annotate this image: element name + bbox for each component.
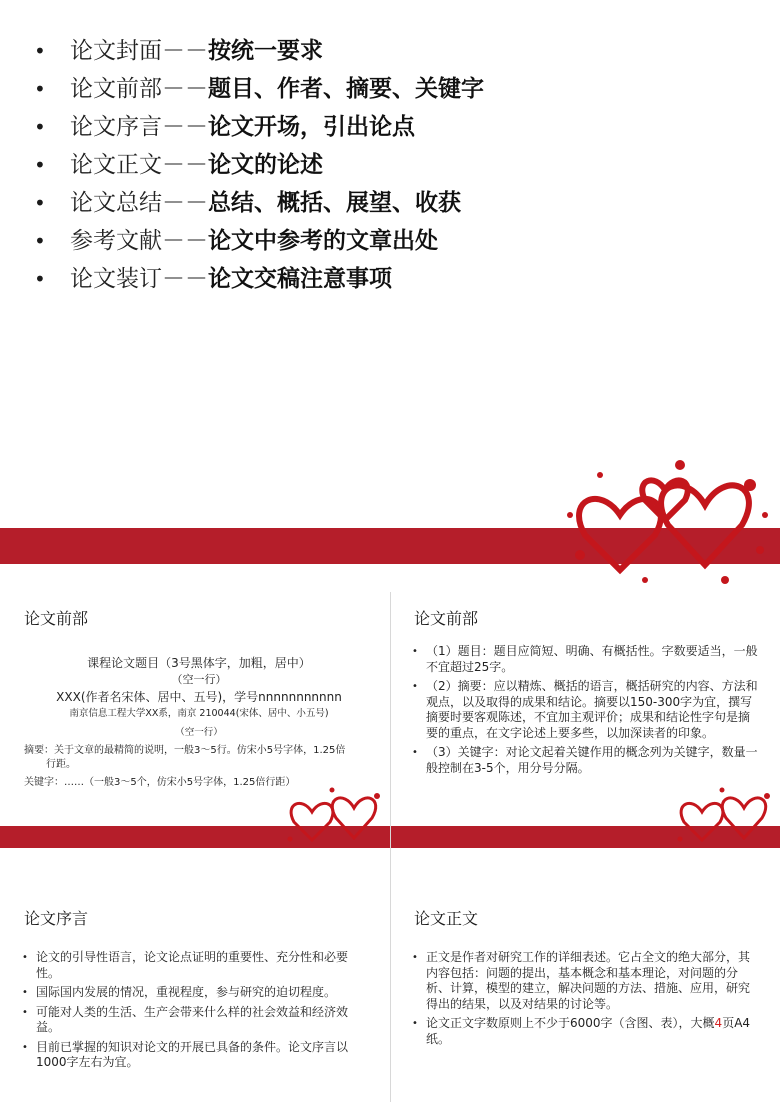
bullet: • xyxy=(34,153,46,177)
cover-author-line: XXX(作者名宋体、居中、五号)，学号nnnnnnnnnnn xyxy=(56,690,342,704)
bullet: • xyxy=(22,952,28,963)
outline-desc: 论文的论述 xyxy=(208,152,323,178)
list-item xyxy=(20,950,370,981)
slide-title: 论文前部 xyxy=(414,609,479,628)
outline-item xyxy=(34,32,484,70)
list-item-text: 正文是作者对研究工作的详细表述。它占全文的绝大部分，其内容包括：问题的提出，基本概念和基本理论，对问题的分析、计算，模型的建立，解决问题的方法、措施、应用，研究得出的结果，以及对结果的讨论等。 xyxy=(426,950,751,1011)
bullet: • xyxy=(34,229,46,253)
list-item xyxy=(20,985,370,1001)
list-item-text: 论文正文字数原则上不少于6000字（含图、表），大概 xyxy=(426,1016,715,1030)
slide-front-detail xyxy=(390,592,780,848)
list-item xyxy=(410,745,760,776)
bullet: • xyxy=(412,747,418,758)
outline-item xyxy=(34,222,484,260)
outline-term: 论文序言 xyxy=(70,114,162,140)
outline-sep: －－ xyxy=(162,76,208,102)
outline-sep: －－ xyxy=(162,228,208,254)
cover-blank-line: （空一行） xyxy=(175,727,223,738)
outline-term: 参考文献 xyxy=(70,228,162,254)
outline-sep: －－ xyxy=(162,190,208,216)
slide-preface xyxy=(0,892,390,1102)
outline-desc: 论文中参考的文章出处 xyxy=(208,228,438,254)
bullet: • xyxy=(412,1018,418,1029)
bullet: • xyxy=(412,681,418,692)
bullet: • xyxy=(34,77,46,101)
list-item xyxy=(20,1040,370,1071)
list-item-text: （3）关键字：对论文起着关键作用的概念列为关键字，数量一般控制在3-5个，用分号分隔。 xyxy=(426,745,758,775)
outline-term: 论文封面 xyxy=(70,38,162,64)
outline-sep: －－ xyxy=(162,114,208,140)
cover-format-sample xyxy=(24,654,374,790)
main-body-list xyxy=(410,950,760,1051)
bullet: • xyxy=(412,952,418,963)
front-detail-list xyxy=(410,644,760,780)
outline-term: 论文前部 xyxy=(70,76,162,102)
outline-item xyxy=(34,146,484,184)
hearts-decoration-icon xyxy=(282,784,386,848)
bullet: • xyxy=(22,1006,28,1018)
cover-abstract-line: 行距。 xyxy=(46,759,76,770)
outline-item xyxy=(34,184,484,222)
hearts-decoration-icon xyxy=(560,455,775,590)
bullet: • xyxy=(22,1041,28,1053)
slide-title: 论文序言 xyxy=(24,909,89,928)
outline-item xyxy=(34,70,484,108)
cover-keywords-line: 关键字：……（一般3～5个，仿宋小5号字体，1.25倍行距） xyxy=(24,777,296,788)
outline-sep: －－ xyxy=(162,152,208,178)
list-item-text: 论文的引导性语言，论文论点证明的重要性、充分性和必要性。 xyxy=(36,950,349,980)
bullet: • xyxy=(412,646,418,657)
list-item-text: （1）题目：题目应简短、明确、有概括性。字数要适当，一般不宜超过25字。 xyxy=(426,644,758,674)
outline-desc: 题目、作者、摘要、关键字 xyxy=(208,76,484,102)
list-item-text: 国际国内发展的情况，重视程度，参与研究的迫切程度。 xyxy=(36,985,337,999)
slide-divider xyxy=(390,592,391,1102)
list-item-text: 页A4纸。 xyxy=(426,1016,751,1046)
bullet: • xyxy=(34,39,46,63)
list-item xyxy=(410,1016,760,1047)
list-item xyxy=(410,644,760,675)
list-item-text: 可能对人类的生活、生产会带来什么样的社会效益和经济效益。 xyxy=(36,1004,349,1034)
preface-list xyxy=(20,950,370,1075)
outline-desc: 论文交稿注意事项 xyxy=(208,266,392,292)
cover-title-line: 课程论文题目（3号黑体字，加粗，居中） xyxy=(87,656,311,670)
list-item-text: （2）摘要：应以精炼、概括的语言，概括研究的内容、方法和观点，以及取得的成果和结论。摘要以150-300字为宜，撰写摘要时要客观陈述，不宜加主观评价；成果和结论性字句是摘要的重点，在文字论述上要多些，以加深读者的印象。 xyxy=(426,679,758,740)
slide-title: 论文正文 xyxy=(414,909,479,928)
outline-item xyxy=(34,260,484,298)
slide-main-body xyxy=(390,892,780,1102)
bullet: • xyxy=(22,987,28,998)
list-item xyxy=(20,1005,370,1036)
outline-list xyxy=(34,32,484,298)
cover-abstract-line: 摘要：关于文章的最精简的说明，一般3～5行。仿宋小5号字体，1.25倍 xyxy=(24,745,346,756)
list-item xyxy=(410,950,760,1012)
hearts-decoration-icon xyxy=(672,784,776,848)
slide-front-format xyxy=(0,592,390,848)
outline-desc: 总结、概括、展望、收获 xyxy=(208,190,461,216)
page-count-number: 4 xyxy=(714,1016,723,1030)
outline-term: 论文装订 xyxy=(70,266,162,292)
outline-term: 论文总结 xyxy=(70,190,162,216)
bullet: • xyxy=(34,191,46,215)
outline-desc: 按统一要求 xyxy=(208,38,323,64)
list-item xyxy=(410,679,760,741)
cover-blank-line: （空一行） xyxy=(171,673,227,686)
cover-affiliation-line: 南京信息工程大学XX系，南京 210044(宋体、居中、小五号) xyxy=(69,708,329,719)
outline-term: 论文正文 xyxy=(70,152,162,178)
outline-sep: －－ xyxy=(162,266,208,292)
bullet: • xyxy=(34,115,46,139)
outline-desc: 论文开场，引出论点 xyxy=(208,114,415,140)
outline-sep: －－ xyxy=(162,38,208,64)
outline-item xyxy=(34,108,484,146)
slide-title: 论文前部 xyxy=(24,609,89,628)
bullet: • xyxy=(34,267,46,291)
list-item-text: 目前已掌握的知识对论文的开展已具备的条件。论文序言以1000字左右为宜。 xyxy=(36,1039,349,1069)
